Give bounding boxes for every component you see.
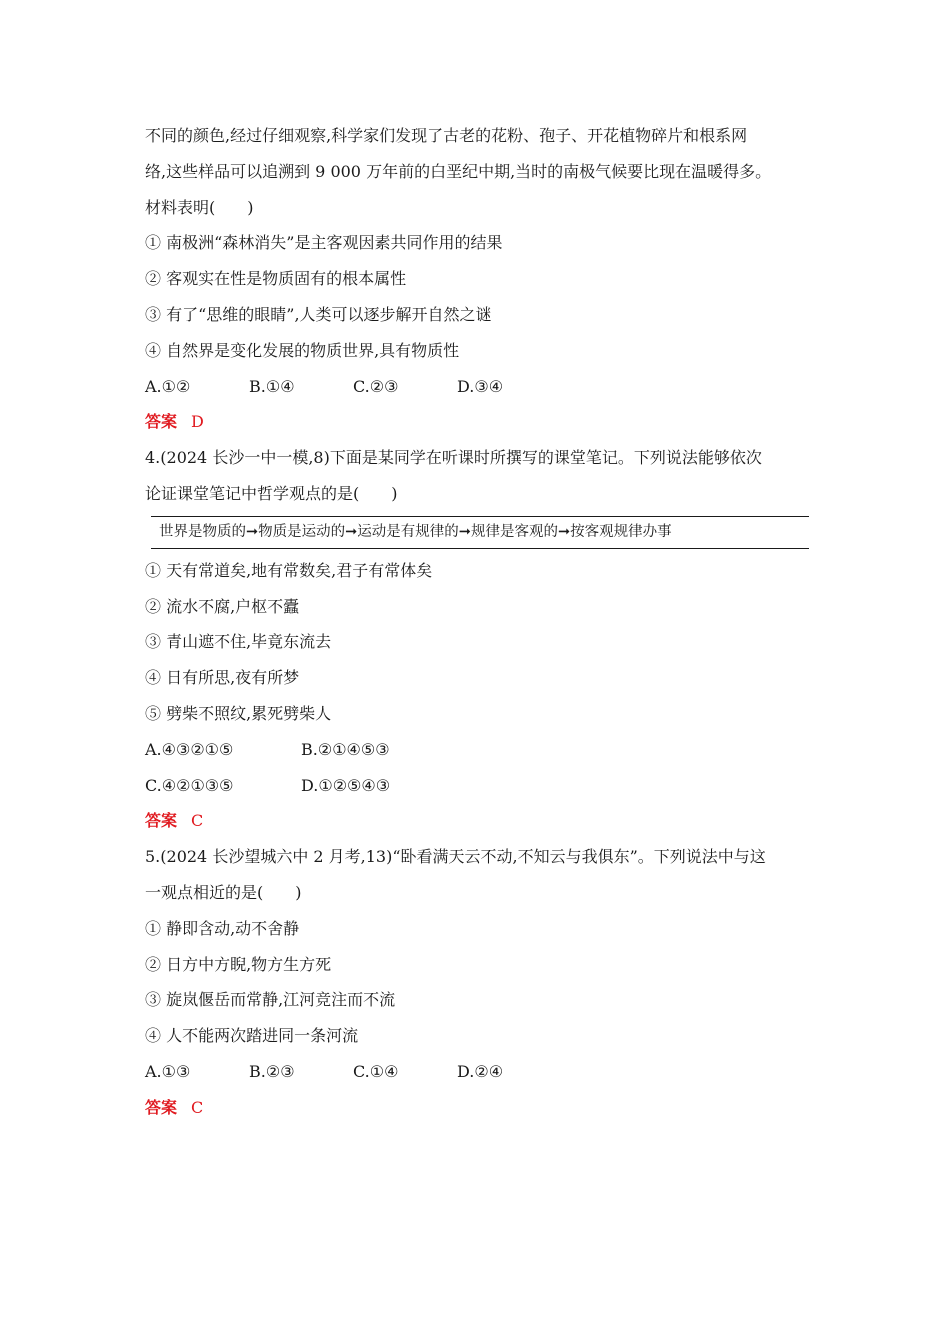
q5-text-line: 5.(2024 长沙望城六中 2 月考,13)“卧看满天云不动,不知云与我俱东”。下列说法中与这 [145, 847, 766, 867]
q5-options [145, 1054, 805, 1090]
q5-item: ④ 人不能两次踏进同一条河流 [145, 1026, 359, 1046]
q5-option-b: B.②③ [249, 1061, 295, 1081]
q4-notes-box: 世界是物质的➞物质是运动的➞运动是有规律的➞规律是客观的➞按客观规律办事 [151, 516, 809, 549]
q3-text-line: 不同的颜色,经过仔细观察,科学家们发现了古老的花粉、孢子、开花植物碎片和根系网 [145, 126, 748, 145]
q5-item: ③ 旋岚偃岳而常静,江河竞注而不流 [145, 990, 396, 1010]
q3-text-line: 络,这些样品可以追溯到 9 000 万年前的白垩纪中期,当时的南极气候要比现在温暖得多。 [145, 161, 772, 181]
q5-answer [145, 1090, 805, 1126]
q3-option-b: B.①④ [249, 376, 295, 396]
document-body [145, 118, 805, 1126]
q5-option-a: A.①③ [145, 1061, 191, 1081]
answer-label: 答案 [145, 811, 178, 831]
q3-option-c: C.②③ [353, 376, 399, 396]
answer-label: 答案 [145, 412, 178, 432]
q5-text-line: 一观点相近的是( ) [145, 882, 302, 902]
q4-options-row-1 [145, 732, 805, 768]
q5-item: ② 日方中方睨,物方生方死 [145, 954, 332, 974]
answer-label: 答案 [145, 1097, 178, 1117]
question-5 [145, 839, 805, 1125]
q4-text-line: 论证课堂笔记中哲学观点的是( ) [145, 483, 398, 503]
q3-options [145, 369, 805, 405]
q4-option-d: D.①②⑤④③ [301, 775, 391, 795]
q4-item: ① 天有常道矣,地有常数矣,君子有常体矣 [145, 560, 433, 580]
answer-value: D [191, 412, 204, 432]
q3-answer [145, 404, 805, 440]
q3-item: ① 南极洲“森林消失”是主客观因素共同作用的结果 [145, 233, 503, 253]
answer-value: C [191, 811, 204, 831]
q3-item: ③ 有了“思维的眼睛”,人类可以逐步解开自然之谜 [145, 304, 492, 324]
question-3 [145, 118, 805, 440]
question-4 [145, 440, 805, 839]
q3-item: ④ 自然界是变化发展的物质世界,具有物质性 [145, 340, 460, 360]
q4-item: ④ 日有所思,夜有所梦 [145, 668, 300, 688]
q4-text-line: 4.(2024 长沙一中一模,8)下面是某同学在听课时所撰写的课堂笔记。下列说法能够依次 [145, 448, 762, 468]
q4-item: ⑤ 劈柴不照纹,累死劈柴人 [145, 703, 332, 723]
q5-option-d: D.②④ [457, 1061, 504, 1081]
q3-text-line: 材料表明( ) [145, 197, 254, 217]
q3-item: ② 客观实在性是物质固有的根本属性 [145, 269, 407, 289]
q5-option-c: C.①④ [353, 1061, 399, 1081]
q4-option-a: A.④③②①⑤ [145, 739, 234, 759]
q4-item: ③ 青山遮不住,毕竟东流去 [145, 632, 332, 652]
q4-answer [145, 803, 805, 839]
q4-option-c: C.④②①③⑤ [145, 775, 234, 795]
q3-option-d: D.③④ [457, 376, 504, 396]
answer-value: C [191, 1097, 204, 1117]
q4-option-b: B.②①④⑤③ [301, 739, 390, 759]
q5-item: ① 静即含动,动不舍静 [145, 918, 300, 938]
q4-options-row-2 [145, 768, 805, 804]
q3-option-a: A.①② [145, 376, 191, 396]
q4-item: ② 流水不腐,户枢不蠹 [145, 596, 300, 616]
